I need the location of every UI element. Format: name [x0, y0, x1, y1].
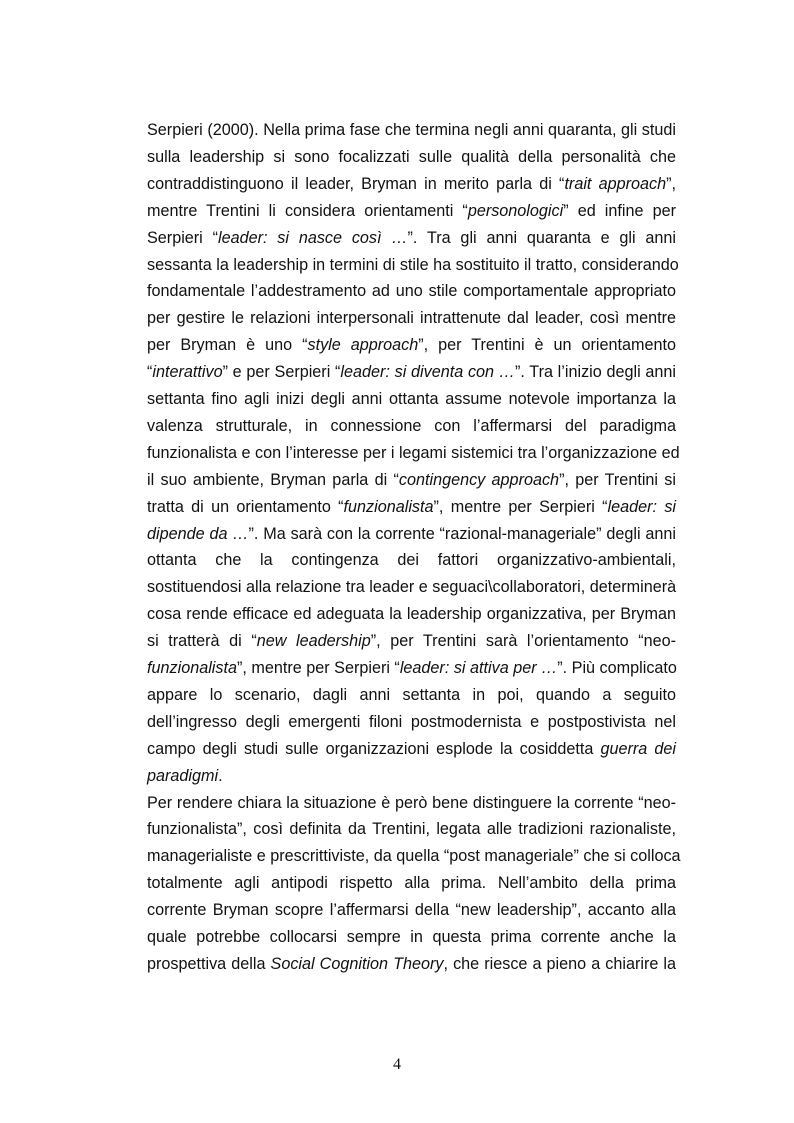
text-line: [147, 712, 676, 732]
text-line: [147, 416, 676, 436]
text-line: [147, 497, 676, 517]
text-line: [147, 201, 676, 221]
text-run: quale potrebbe collocarsi sempre in questa prima corrente anche la: [147, 928, 676, 946]
text-run: prospettiva della: [147, 954, 271, 973]
italic-term: interattivo: [152, 363, 223, 382]
text-run: ”, per Trentini si: [559, 470, 676, 489]
text-line: [147, 443, 680, 463]
text-run: fondamentale l’addestramento ad uno stile comportamentale appropriato: [147, 282, 676, 301]
text-run: cosa rende efficace ed adeguata la leadership organizzativa, per Bryman: [147, 605, 676, 624]
text-line: [147, 793, 676, 813]
text-run: , che riesce a pieno a chiarire la: [443, 954, 677, 973]
italic-term: dipende da …: [147, 524, 249, 543]
text-line: [147, 846, 681, 866]
italic-term: personologici: [467, 201, 564, 220]
text-run: il suo ambiente, Bryman parla di “: [147, 470, 399, 489]
text-line: [147, 308, 676, 328]
text-run: Serpieri “: [147, 228, 218, 247]
text-run: per gestire le relazioni interpersonali intrattenute dal leader, così mentre: [147, 309, 676, 328]
text-run: ”, mentre per Serpieri “: [433, 497, 608, 516]
italic-term: funzionalista: [343, 497, 434, 516]
text-run: totalmente agli antipodi rispetto alla prima. Nell’ambito della prima: [147, 874, 676, 893]
text-run: Per rendere chiara la situazione è però bene distinguere la corrente “neo-: [147, 793, 676, 812]
text-line: [147, 739, 676, 759]
text-line: [147, 524, 676, 544]
italic-term: new leadership: [256, 632, 371, 651]
text-run: appare lo scenario, dagli anni settanta in poi, quando a seguito: [147, 685, 676, 704]
text-run: ”, per Trentini sarà l’orientamento “neo-: [370, 632, 676, 651]
italic-term: paradigmi: [147, 766, 219, 785]
text-line: [147, 228, 676, 248]
italic-term: funzionalista: [147, 659, 237, 677]
text-line: [147, 766, 676, 786]
text-run: .: [218, 766, 223, 785]
text-run: funzionalista e con l’interesse per i legami sistemici tra l’organizzazione ed: [147, 443, 680, 462]
text-line: [147, 927, 676, 947]
text-run: ”. Tra l’inizio degli anni: [514, 363, 677, 382]
text-line: [147, 389, 676, 409]
italic-term: guerra dei: [600, 739, 676, 758]
text-line: [147, 954, 676, 974]
italic-term: Social Cognition Theory: [270, 954, 444, 973]
italic-term: leader: si diventa con …: [340, 363, 515, 382]
text-line: [147, 577, 676, 597]
text-line: [147, 147, 676, 167]
text-run: Serpieri (2000). Nella prima fase che termina negli anni quaranta, gli studi: [147, 121, 676, 139]
text-line: [147, 255, 679, 275]
text-run: funzionalista”, così definita da Trentini, legata alle tradizioni razionaliste,: [147, 820, 676, 839]
text-run: ”. Tra gli anni quaranta e gli anni: [407, 228, 677, 247]
text-line: [147, 281, 676, 301]
text-run: dell’ingresso degli emergenti filoni postmodernista e postpostivista nel: [147, 712, 676, 731]
text-run: “: [147, 363, 153, 382]
text-run: mentre Trentini li considera orientamenti “: [147, 201, 468, 220]
page-number: 4: [393, 1056, 401, 1073]
text-run: sostituendosi alla relazione tra leader e seguaci\collaboratori, determinerà: [147, 578, 677, 597]
text-line: [147, 550, 676, 570]
italic-term: contingency approach: [398, 470, 560, 489]
text-line: [147, 873, 676, 893]
text-line: [147, 819, 676, 839]
italic-term: trait approach: [564, 174, 667, 193]
text-run: campo degli studi sulle organizzazioni esplode la cosiddetta: [147, 739, 601, 758]
text-line: [147, 120, 676, 140]
text-run: managerialiste e prescrittiviste, da quella “post manageriale” che si colloca: [147, 847, 681, 866]
text-run: sessanta la leadership in termini di stile ha sostituito il tratto, considerando: [147, 255, 679, 274]
text-line: [147, 174, 676, 194]
text-line: [147, 470, 676, 490]
italic-term: leader: si: [607, 497, 677, 516]
text-line: [147, 335, 676, 355]
text-run: ” ed infine per: [563, 201, 676, 220]
text-run: ”, mentre per Serpieri “: [237, 659, 400, 677]
text-line: [147, 658, 676, 678]
text-run: corrente Bryman scopre l’affermarsi della “new leadership”, accanto alla: [147, 901, 676, 920]
text-run: contraddistinguono il leader, Bryman in merito parla di “: [147, 174, 565, 193]
text-run: ” e per Serpieri “: [222, 363, 341, 382]
italic-term: leader: si nasce così …: [218, 228, 408, 247]
text-run: tratta di un orientamento “: [147, 497, 344, 516]
text-run: sulla leadership si sono focalizzati sulle qualità della personalità che: [147, 147, 676, 166]
text-run: valenza strutturale, in connessione con l’affermarsi del paradigma: [147, 416, 676, 435]
italic-term: style approach: [307, 336, 419, 355]
text-line: [147, 900, 676, 920]
text-run: ottanta che la contingenza dei fattori organizzativo-ambientali,: [147, 551, 676, 570]
text-line: [147, 604, 676, 624]
italic-term: leader: si attiva per …: [399, 659, 558, 677]
text-run: ”, per Trentini è un orientamento: [418, 336, 676, 355]
text-run: settanta fino agli inizi degli anni ottanta assume notevole importanza la: [147, 390, 676, 408]
text-run: ”,: [666, 174, 677, 193]
text-line: [147, 631, 676, 651]
text-run: ”. Più complicato: [557, 659, 677, 677]
text-line: [147, 362, 676, 382]
text-run: per Bryman è uno “: [147, 336, 308, 355]
text-run: ”. Ma sarà con la corrente “razional-manageriale” degli anni: [248, 524, 676, 543]
text-run: si tratterà di “: [147, 632, 257, 651]
text-line: [147, 685, 676, 705]
